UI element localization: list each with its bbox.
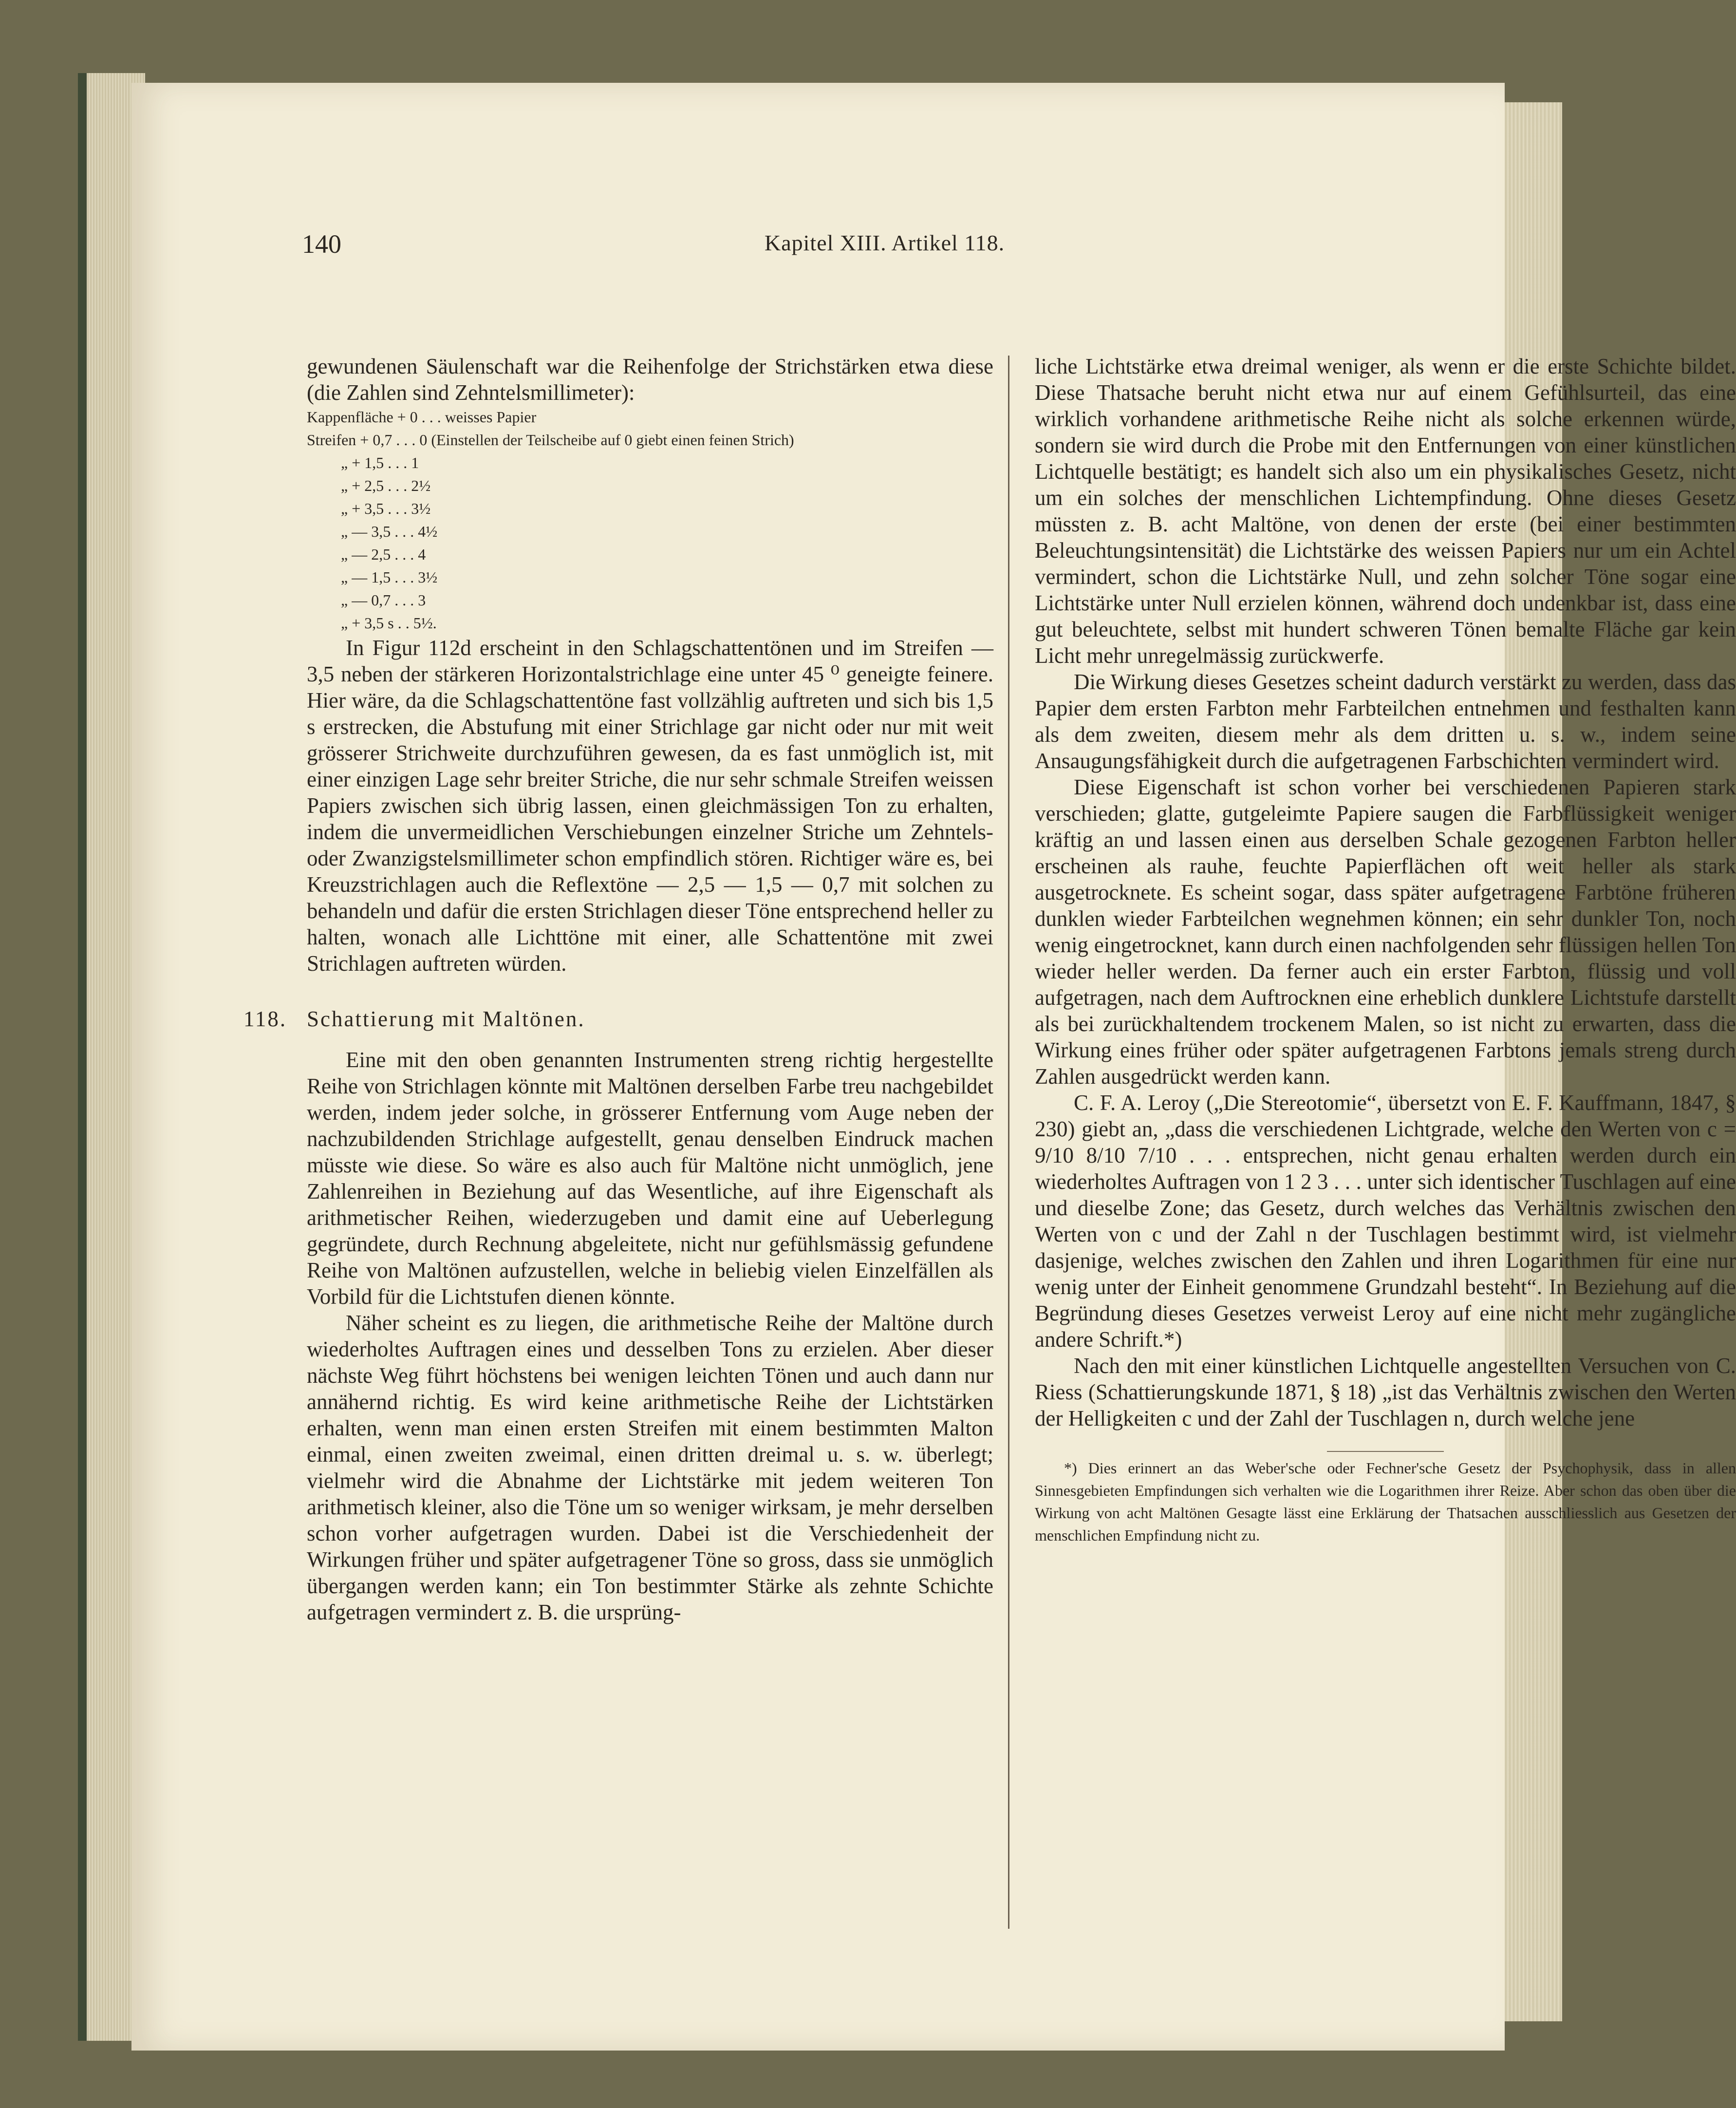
paragraph: liche Lichtstärke etwa dreimal weniger, als wenn er die erste Schichte bildet. Diese Thatsache beruht nicht etwa nur auf einem Gefühlsurteil, das eine wirklich vorhandene arithmetische Reihe nicht als solche erkennen würde, sondern sie wird durch die Probe mit den Entfernungen von einer künstlichen Lichtquelle bestätigt; es handelt sich also um ein physikalisches Gesetz, nicht um ein solches der menschlichen Lichtempfindung. Ohne dieses Gesetz müssten z. B. acht Maltöne, von denen der erste (bei einer bestimmten Beleuchtungsintensität) die Lichtstärke des weissen Papiers nur um ein Achtel vermindert, schon die Lichtstärke Null, und zehn solcher Töne sogar eine Lichtstärke unter Null erzielen können, während doch undenkbar ist, dass eine gut beleuchtete, selbst mit hundert schweren Tönen bemalte Fläche gar kein Licht mehr unregelmässig zurückwerfe.: [1035, 354, 1736, 668]
book-page: [131, 83, 1736, 2051]
list-item: „ — 2,5 . . . 4: [341, 546, 426, 563]
intro-paragraph: gewundenen Säulenschaft war die Reihenfolge der Strichstärken etwa diese (die Zahlen sind Zehntelsmillimeter):: [307, 354, 993, 405]
column-divider: [1008, 356, 1009, 1929]
list-item: „ + 3,5 . . . 3½: [341, 500, 431, 517]
list-item: „ + 2,5 . . . 2½: [341, 477, 431, 494]
paragraph: C. F. A. Leroy („Die Stereotomie“, übersetzt von E. F. Kauffmann, 1847, § 230) giebt an, „dass die verschiedenen Lichtgrade, welche den Werten von c = 9/10 8/10 7/10 . . . entsprechen, nicht genau erhalten werden durch ein wiederholtes Auftragen von 1 2 3 . . . unter sich identischer Tuschlagen auf eine und dieselbe Zone; das Gesetz, durch welches das Verhältnis zwischen den Werten von c und der Zahl n der Tuschlagen bestimmt wird, ist vielmehr dasjenige, welches zwischen den Zahlen und ihren Logarithmen für eine nur wenig unter der Einheit genommene Grundzahl besteht“. In Beziehung auf die Begründung dieses Gesetzes verweist Leroy auf eine nicht mehr zugängliche andere Schrift.*): [1035, 1091, 1736, 1352]
footnote: *) Dies erinnert an das Weber'sche oder Fechner'sche Gesetz der Psychophysik, dass in allen Sinnesgebieten Empfindungen sich verhalten wie die Logarithmen ihrer Reize. Aber schon das oben über die Wirkung von acht Maltönen Gesagte lässt eine Erklärung der Thatsachen ausschliesslich aus Gesetzen der menschlichen Empfindung nicht zu.: [1035, 1459, 1736, 1544]
list-item: „ — 3,5 . . . 4½: [341, 523, 438, 540]
list-item: „ + 3,5 s . . 5½.: [341, 614, 437, 632]
paragraph: Näher scheint es zu liegen, die arithmetische Reihe der Maltöne durch wiederholtes Auftragen eines und desselben Tons zu erzielen. Aber dieser nächste Weg führt höchstens bei wenigen leichten Tönen und auch dann nur annähernd richtig. Es wird keine arithmetische Reihe der Lichtstärken erhalten, wenn man einen ersten Streifen mit einem bestimmten Malton einmal, einen zweiten zweimal, einen dritten dreimal u. s. w. überlegt; vielmehr wird die Abnahme der Lichtstärke mit jedem weiteren Ton arithmetisch kleiner, also die Töne um so weniger wirksam, je mehr derselben schon vorher aufgetragen wurden. Dabei ist die Verschiedenheit der Wirkungen früher und später aufgetragener Töne so gross, dass sie unmöglich übergangen werden kann; ein Ton bestimmter Stärke als zehnte Schichte aufgetragen vermindert z. B. die ursprüng-: [307, 1311, 993, 1624]
paragraph: Die Wirkung dieses Gesetzes scheint dadurch verstärkt zu werden, dass das Papier dem ersten Farbton mehr Farbteilchen entnehmen und festhalten kann als dem zweiten, diesem mehr als dem dritten u. s. w., indem seine Ansaugungsfähigkeit durch die aufgetragenen Farbschichten vermindert wird.: [1035, 670, 1736, 773]
stroke-list: [307, 406, 993, 635]
paragraph: In Figur 112d erscheint in den Schlagschattentönen und im Streifen — 3,5 neben der stärkeren Horizontalstrichlage eine unter 45 ⁰ geneigte feinere. Hier wäre, da die Schlagschattentöne fast vollzählig auftreten und sich bis 1,5 s erstrecken, die Abstufung mit einer Strichlage gar nicht oder nur mit weit grösserer Strichweite durchzuführen gewesen, da es fast unmöglich ist, mit einer einzigen Lage sehr breiter Striche, die nur sehr schmale Streifen weissen Papiers zwischen sich übrig lassen, einen gleichmässigen Ton zu erhalten, indem die unvermeidlichen Verschiebungen einzelner Striche um Zehntels- oder Zwanzigstelsmillimeter schon empfindlich stören. Richtiger wäre es, bei Kreuzstrichlagen auch die Reflextöne — 2,5 — 1,5 — 0,7 mit solchen zu behandeln und dafür die ersten Strichlagen dieser Töne entsprechend heller zu halten, wonach alle Lichttöne mit einer, alle Schattentöne mit zwei Strichlagen auftreten würden.: [307, 636, 993, 976]
list-item: „ — 0,7 . . . 3: [341, 591, 426, 609]
page-number: 140: [302, 229, 341, 259]
paragraph: Nach den mit einer künstlichen Lichtquelle angestellten Versuchen von C. Riess (Schattierungskunde 1871, § 18) „ist das Verhältnis zwischen den Werten der Helligkeiten c und der Zahl der Tuschlagen n, durch welche jene: [1035, 1354, 1736, 1430]
left-column: [243, 353, 993, 1625]
footnote-rule: [1327, 1451, 1444, 1452]
list-item: Streifen + 0,7 . . . 0 (Einstellen der Teilscheibe auf 0 giebt einen feinen Strich): [307, 431, 794, 449]
paragraph: Diese Eigenschaft ist schon vorher bei verschiedenen Papieren stark verschieden; glatte, gutgeleimte Papiere saugen die Farbflüssigkeit weniger kräftig an und lassen einen aus derselben Schale gezogenen Farbton heller erscheinen als rauhe, feuchte Papierflächen oft weit heller als stark ausgetrocknete. Es scheint sogar, dass später aufgetragene Farbtöne früheren dunklen wieder Farbteilchen wegnehmen können; ein sehr dunkler Ton, noch wenig eingetrocknet, kann durch einen nachfolgenden sehr flüssigen hellen Ton wieder heller werden. Da ferner auch ein erster Farbton, flüssig und voll aufgetragen, nach dem Auftrocknen eine erheblich dunklere Lichtstufe darstellt als bei zurückhaltendem trockenem Malen, so ist nicht zu erwarten, dass die Wirkung eines früher oder später aufgetragenen Farbtons jemals streng durch Zahlen ausgedrückt werden kann.: [1035, 775, 1736, 1089]
running-head: Kapitel XIII. Artikel 118.: [765, 230, 1005, 255]
right-column: [1035, 353, 1736, 1546]
section-heading: [243, 1006, 993, 1032]
list-item: „ — 1,5 . . . 3½: [341, 568, 438, 586]
section-title: Schattierung mit Maltönen.: [307, 1007, 585, 1031]
list-item: „ + 1,5 . . . 1: [341, 454, 419, 471]
section-number: 118.: [243, 1007, 287, 1031]
paragraph: Eine mit den oben genannten Instrumenten streng richtig hergestellte Reihe von Strichlagen könnte mit Maltönen derselben Farbe treu nachgebildet werden, indem jeder solche, in grösserer Entfernung vom Auge neben der nachzubildenden Strichlage aufgestellt, genau denselben Eindruck machen müsste wie diese. So wäre es also auch für Maltöne nicht unmöglich, jene Zahlenreihen in Beziehung auf das Wesentliche, auf ihre Eigenschaft als arithmetischer Reihen, wiederzugeben und damit eine auf Ueberlegung gegründete, durch Rechnung abgeleitete, nicht nur gefühlsmässig gefundene Reihe von Maltönen aufzustellen, welche in beliebig vielen Einzelfällen als Vorbild für die Lichtstufen dienen könnte.: [307, 1048, 993, 1309]
list-item: Kappenfläche + 0 . . . weisses Papier: [307, 408, 537, 426]
